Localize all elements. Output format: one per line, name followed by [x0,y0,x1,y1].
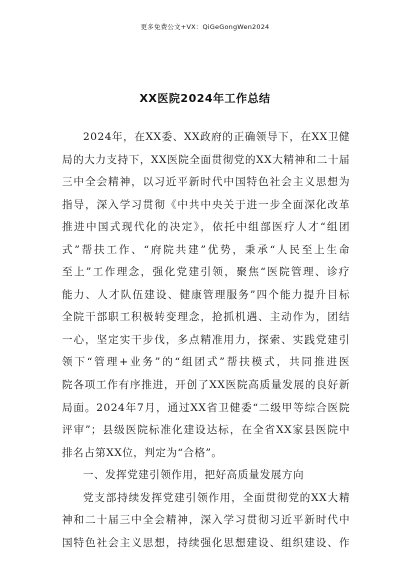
paragraph-line: 神和二十届三中全会精神，深入学习贯彻习近平新时代中 [62,514,350,527]
header-note: 更多免费公文+VX：QiGeGongWen2024 [140,23,270,31]
paragraph-line: 能力、人才队伍建设、健康管理服务”四个能力提升目标 [62,288,350,301]
paragraph-line: 领下“管理+业务”的“组团式”帮扶模式，共同推进医 [62,356,350,369]
paragraph-line: 一心，坚定实干步伐，多点精准用力，探索、实践党建引 [62,333,350,346]
paragraph-line: 评审”；县级医院标准化建设达标，在全省XX家县医院中 [62,424,350,437]
paragraph-line: 式”帮扶工作、“府院共建”优势，秉承“人民至上生命 [62,243,350,256]
paragraph-line: 排名占第XX位，判定为“合格”。 [62,446,223,459]
paragraph-line: 全院干部职工积极转变理念，抢抓机遇、主动作为，团结 [62,311,350,324]
paragraph-line: 国特色社会主义思想，持续强化思想建设、组织建设、作 [62,536,350,549]
paragraph-line: 院各项工作有序推进，开创了XX医院高质量发展的良好新 [62,379,350,392]
paragraph-line: 2024年，在XX委、XX政府的正确领导下，在XX卫健 [83,131,350,143]
paragraph-line: 局面。2024年7月，通过XX省卫健委“二级甲等综合医院 [62,401,350,414]
paragraph-line: 指导，深入学习贯彻《中共中央关于进一步全面深化改革 [62,198,350,211]
paragraph-line: 三中全会精神，以习近平新时代中国特色社会主义思想为 [62,176,350,189]
document-body [62,126,350,554]
paragraph-line: 党支部持续发挥党建引领作用，全面贯彻党的XX大精 [83,491,350,504]
paragraph-line: 局的大力支持下，XX医院全面贯彻党的XX大精神和二十届 [62,153,350,166]
paragraph-line: 至上”工作理念，强化党建引领，聚焦“医院管理、诊疗 [62,266,350,279]
paragraph-line: 推进中国式现代化的决定》，依托中组部医疗人才“组团 [62,221,350,234]
document-title: XX医院2024年工作总结 [139,92,271,105]
section-heading: 一、发挥党建引领作用，把好高质量发展方向 [83,469,304,482]
